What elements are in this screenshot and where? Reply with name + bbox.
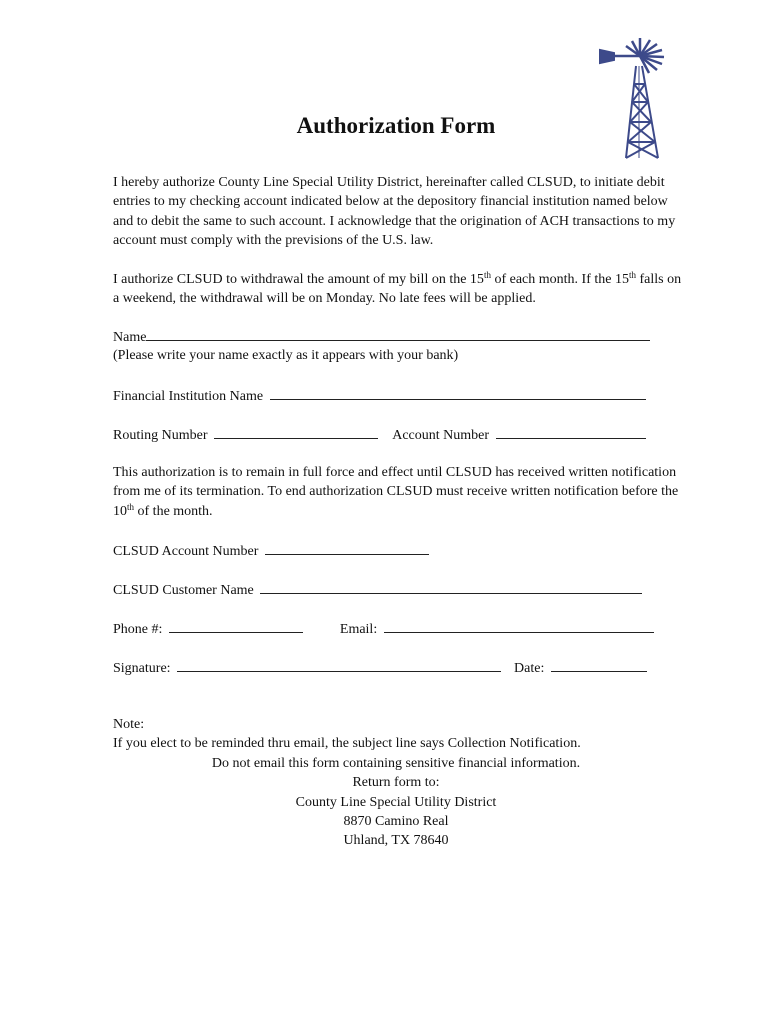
clsud-account-label: CLSUD Account Number: [113, 544, 259, 559]
email-field[interactable]: [384, 620, 654, 633]
note-text: If you elect to be reminded thru email, the subject line says Collection Notification.: [113, 736, 581, 751]
page-title: Authorization Form: [296, 113, 496, 138]
email-warning: Do not email this form containing sensitive financial information.: [211, 756, 581, 771]
windmill-icon: [596, 36, 676, 160]
phone-label: Phone #:: [113, 622, 163, 637]
signature-date-row: [113, 659, 647, 677]
phone-email-row: [113, 620, 654, 638]
routing-number-label: Routing Number: [113, 428, 208, 443]
return-street: 8870 Camino Real: [343, 814, 449, 829]
financial-institution-field[interactable]: [270, 387, 646, 400]
signature-field[interactable]: [177, 659, 501, 672]
financial-institution-row: [113, 387, 646, 405]
phone-field[interactable]: [169, 620, 303, 633]
withdrawal-paragraph: I authorize CLSUD to withdrawal the amount of my bill on the 15th of each month. If the 15th falls on a weekend, the withdrawal will be on Monday. No late fees will be applied.: [113, 270, 682, 307]
financial-institution-label: Financial Institution Name: [113, 389, 264, 404]
name-field[interactable]: [146, 328, 650, 341]
name-field-row: [113, 328, 650, 346]
return-label: Return form to:: [352, 775, 440, 790]
account-number-label: Account Number: [392, 428, 490, 443]
clsud-account-field[interactable]: [265, 542, 429, 555]
account-number-field[interactable]: [496, 426, 646, 439]
clsud-customer-row: [113, 581, 642, 599]
return-org: County Line Special Utility District: [295, 795, 497, 810]
clsud-account-row: [113, 542, 429, 560]
signature-label: Signature:: [113, 661, 171, 676]
routing-number-field[interactable]: [214, 426, 378, 439]
routing-account-row: [113, 426, 646, 444]
termination-paragraph: This authorization is to remain in full force and effect until CLSUD has received written notification from me of its termination. To end authorization CLSUD must receive written notification before the 10th of the month.: [113, 465, 679, 519]
date-label: Date:: [514, 661, 545, 676]
note-label: Note:: [113, 717, 145, 732]
email-label: Email:: [339, 622, 378, 637]
name-hint: (Please write your name exactly as it appears with your bank): [113, 348, 459, 363]
name-label: Name: [113, 330, 147, 345]
return-city: Uhland, TX 78640: [343, 833, 449, 848]
authorization-paragraph: I hereby authorize County Line Special Utility District, hereinafter called CLSUD, to initiate debit entries to my checking account indicated below at the depository financial institution named below and to debit the same to such account. I acknowledge that the origination of ACH transactions to my account must comply with the previsions of the U.S. law.: [113, 175, 676, 248]
clsud-customer-field[interactable]: [260, 581, 642, 594]
clsud-customer-label: CLSUD Customer Name: [113, 583, 254, 598]
date-field[interactable]: [551, 659, 647, 672]
